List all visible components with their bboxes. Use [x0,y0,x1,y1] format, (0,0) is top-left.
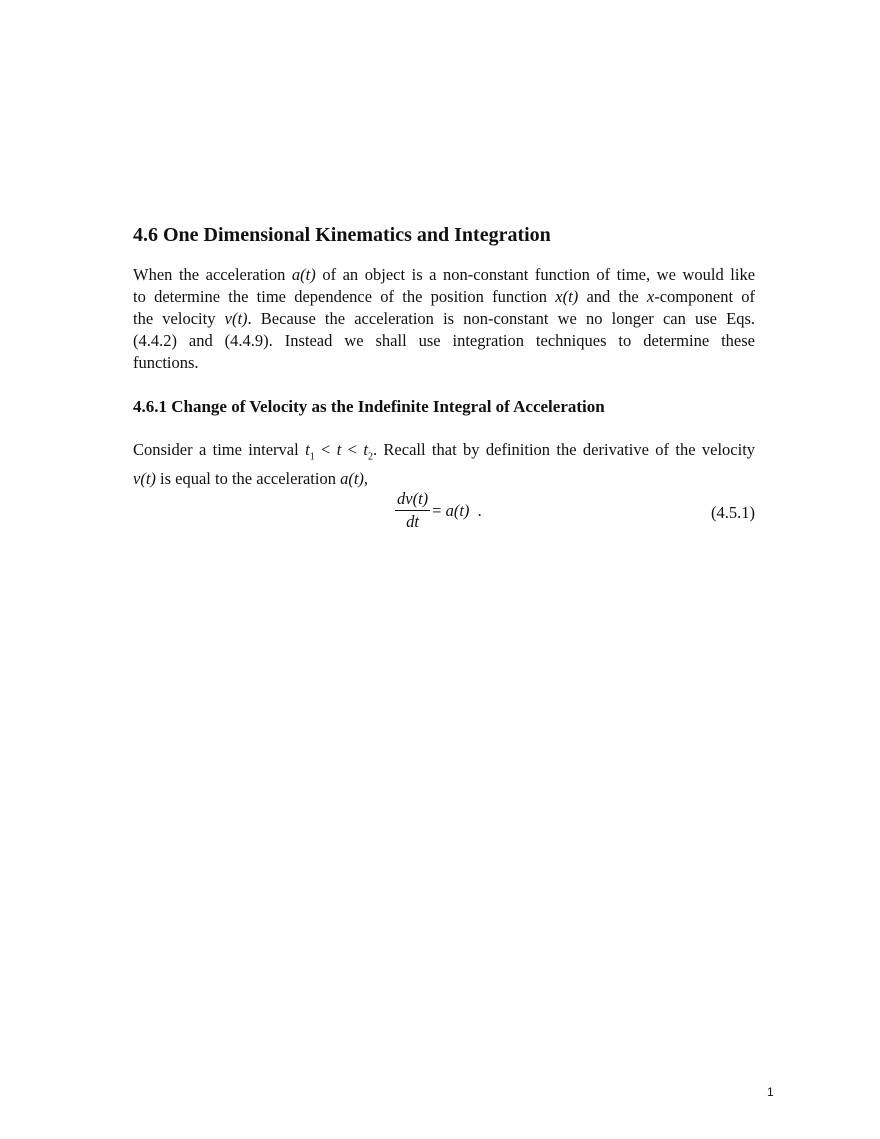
derivative-fraction [395,488,430,533]
math-a-of-t: a(t) [340,469,364,489]
page-number: 1 [767,1085,774,1099]
math-t1: t [305,440,310,459]
equation-4-5-1 [395,488,482,533]
section-paragraph [133,264,755,374]
paragraph-line: Consider a time interval $t_1 < t < t_2$. Recall that by definition the derivative of the velocity [133,440,756,463]
paragraph-line: the velocity v(t). Because the acceleration is non-constant we no longer can use Eqs. [133,309,756,328]
math-t: t [336,440,342,459]
math-t2: t [363,440,368,459]
paragraph-line: to determine the time dependence of the position function x(t) and the x-component of [133,287,756,306]
paragraph-line: functions. [133,353,199,372]
math-x: x [646,287,655,306]
equation-rhs: = a(t) . [432,500,482,520]
math-v-of-t: v(t) [133,469,156,489]
math-v-of-t: v(t) [224,309,248,328]
fraction-denominator: dt [406,512,419,531]
section-heading: 4.6 One Dimensional Kinematics and Integration [133,224,551,246]
math-a-of-t: a(t) [291,265,316,284]
math-x-of-t: x(t) [555,287,579,306]
fraction-numerator: dv(t) [395,488,430,511]
subsection-paragraph [133,439,755,490]
paragraph-line: (4.4.2) and (4.4.9). Instead we shall use integration techniques to determine these [133,331,755,350]
subsection-heading: 4.6.1 Change of Velocity as the Indefinite Integral of Acceleration [133,397,605,416]
paragraph-line: When the acceleration a(t) of an object is a non-constant function of time, we would like [133,265,756,284]
equation-number: (4.5.1) [711,503,755,522]
paragraph-line: v(t) is equal to the acceleration a(t), [133,469,369,489]
